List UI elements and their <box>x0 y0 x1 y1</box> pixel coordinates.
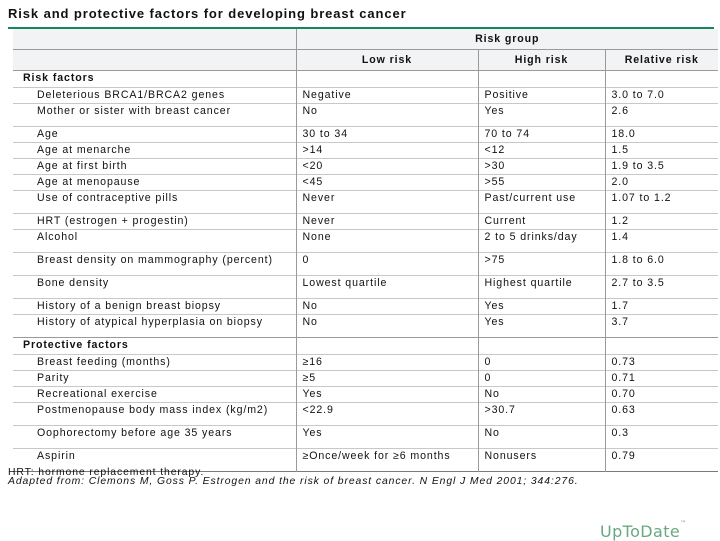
factor-cell: Postmenopause body mass index (kg/m2) <box>13 403 296 426</box>
low-risk-cell: ≥5 <box>296 371 478 387</box>
factor-cell: Aspirin <box>13 449 296 472</box>
factor-cell: HRT (estrogen + progestin) <box>13 214 296 230</box>
section-spacer-cell <box>296 338 478 355</box>
table-row <box>13 214 718 230</box>
high-risk-cell: No <box>478 426 605 449</box>
high-risk-cell: 0 <box>478 355 605 371</box>
factor-cell: Age at menarche <box>13 143 296 159</box>
factor-cell: Bone density <box>13 276 296 299</box>
relative-risk-cell: 18.0 <box>605 127 718 143</box>
header-columns-row <box>13 50 718 71</box>
table-row <box>13 355 718 371</box>
factor-cell: Age at menopause <box>13 175 296 191</box>
section-header-row <box>13 71 718 88</box>
table-row <box>13 387 718 403</box>
logo-trademark: ™ <box>680 520 687 527</box>
high-risk-cell: Current <box>478 214 605 230</box>
factor-cell: History of atypical hyperplasia on biopsy <box>13 315 296 338</box>
low-risk-cell: <20 <box>296 159 478 175</box>
relative-risk-cell: 1.2 <box>605 214 718 230</box>
relative-risk-cell: 2.0 <box>605 175 718 191</box>
logo-text: UpToDate <box>600 522 681 541</box>
relative-risk-cell: 0.3 <box>605 426 718 449</box>
low-risk-cell: No <box>296 315 478 338</box>
page-title: Risk and protective factors for developing breast cancer <box>8 6 407 21</box>
low-risk-cell: >14 <box>296 143 478 159</box>
relative-risk-cell: 2.6 <box>605 104 718 127</box>
high-risk-cell: Yes <box>478 315 605 338</box>
relative-risk-cell: 0.63 <box>605 403 718 426</box>
low-risk-cell: No <box>296 299 478 315</box>
table-row <box>13 143 718 159</box>
header-high-risk: High risk <box>478 50 605 71</box>
section-header-row <box>13 338 718 355</box>
footnotes <box>8 469 668 486</box>
table-row <box>13 299 718 315</box>
high-risk-cell: >75 <box>478 253 605 276</box>
low-risk-cell: None <box>296 230 478 253</box>
risk-table-container <box>13 29 718 472</box>
relative-risk-cell: 1.07 to 1.2 <box>605 191 718 214</box>
relative-risk-cell: 3.0 to 7.0 <box>605 88 718 104</box>
section-heading: Protective factors <box>13 338 296 355</box>
high-risk-cell: Nonusers <box>478 449 605 472</box>
header-group-row <box>13 29 718 50</box>
high-risk-cell: Past/current use <box>478 191 605 214</box>
table-row <box>13 315 718 338</box>
high-risk-cell: >30 <box>478 159 605 175</box>
low-risk-cell: Negative <box>296 88 478 104</box>
high-risk-cell: Positive <box>478 88 605 104</box>
header-empty-cell <box>13 29 296 50</box>
high-risk-cell: <12 <box>478 143 605 159</box>
risk-table <box>13 29 718 472</box>
table-row <box>13 371 718 387</box>
factor-cell: Recreational exercise <box>13 387 296 403</box>
factor-cell: Age <box>13 127 296 143</box>
table-row <box>13 230 718 253</box>
footnote-abbreviation: HRT: hormone replacement therapy. <box>8 467 205 478</box>
table-row <box>13 159 718 175</box>
section-spacer-cell <box>478 338 605 355</box>
high-risk-cell: >55 <box>478 175 605 191</box>
low-risk-cell: <22.9 <box>296 403 478 426</box>
header-empty-cell <box>13 50 296 71</box>
high-risk-cell: >30.7 <box>478 403 605 426</box>
section-spacer-cell <box>296 71 478 88</box>
header-relative-risk: Relative risk <box>605 50 718 71</box>
low-risk-cell: <45 <box>296 175 478 191</box>
low-risk-cell: 30 to 34 <box>296 127 478 143</box>
high-risk-cell: Yes <box>478 104 605 127</box>
relative-risk-cell: 1.9 to 3.5 <box>605 159 718 175</box>
table-row <box>13 191 718 214</box>
low-risk-cell: ≥Once/week for ≥6 months <box>296 449 478 472</box>
header-risk-group: Risk group <box>296 29 718 50</box>
section-spacer-cell <box>478 71 605 88</box>
table-row <box>13 403 718 426</box>
section-spacer-cell <box>605 71 718 88</box>
relative-risk-cell: 0.70 <box>605 387 718 403</box>
factor-cell: Deleterious BRCA1/BRCA2 genes <box>13 88 296 104</box>
high-risk-cell: No <box>478 387 605 403</box>
relative-risk-cell: 3.7 <box>605 315 718 338</box>
table-row <box>13 175 718 191</box>
table-row <box>13 276 718 299</box>
relative-risk-cell: 1.8 to 6.0 <box>605 253 718 276</box>
relative-risk-cell: 2.7 to 3.5 <box>605 276 718 299</box>
table-row <box>13 253 718 276</box>
low-risk-cell: Never <box>296 191 478 214</box>
uptodate-logo <box>600 522 687 541</box>
factor-cell: Use of contraceptive pills <box>13 191 296 214</box>
high-risk-cell: 2 to 5 drinks/day <box>478 230 605 253</box>
low-risk-cell: Yes <box>296 387 478 403</box>
relative-risk-cell: 1.5 <box>605 143 718 159</box>
table-row <box>13 104 718 127</box>
low-risk-cell: 0 <box>296 253 478 276</box>
low-risk-cell: No <box>296 104 478 127</box>
relative-risk-cell: 1.7 <box>605 299 718 315</box>
table-row <box>13 426 718 449</box>
footnote-source: Adapted from: Clemons M, Goss P. Estrogen and the risk of breast cancer. N Engl J Med 2001; 344:276. <box>8 475 579 487</box>
factor-cell: Age at first birth <box>13 159 296 175</box>
high-risk-cell: Yes <box>478 299 605 315</box>
relative-risk-cell: 0.73 <box>605 355 718 371</box>
section-heading: Risk factors <box>13 71 296 88</box>
factor-cell: Alcohol <box>13 230 296 253</box>
factor-cell: Oophorectomy before age 35 years <box>13 426 296 449</box>
factor-cell: Breast feeding (months) <box>13 355 296 371</box>
relative-risk-cell: 0.71 <box>605 371 718 387</box>
factor-cell: Parity <box>13 371 296 387</box>
section-spacer-cell <box>605 338 718 355</box>
low-risk-cell: Never <box>296 214 478 230</box>
relative-risk-cell: 1.4 <box>605 230 718 253</box>
high-risk-cell: Highest quartile <box>478 276 605 299</box>
header-low-risk: Low risk <box>296 50 478 71</box>
table-row <box>13 88 718 104</box>
table-row <box>13 127 718 143</box>
low-risk-cell: Yes <box>296 426 478 449</box>
low-risk-cell: ≥16 <box>296 355 478 371</box>
factor-cell: Breast density on mammography (percent) <box>13 253 296 276</box>
factor-cell: History of a benign breast biopsy <box>13 299 296 315</box>
factor-cell: Mother or sister with breast cancer <box>13 104 296 127</box>
high-risk-cell: 0 <box>478 371 605 387</box>
relative-risk-cell: 0.79 <box>605 449 718 472</box>
high-risk-cell: 70 to 74 <box>478 127 605 143</box>
low-risk-cell: Lowest quartile <box>296 276 478 299</box>
